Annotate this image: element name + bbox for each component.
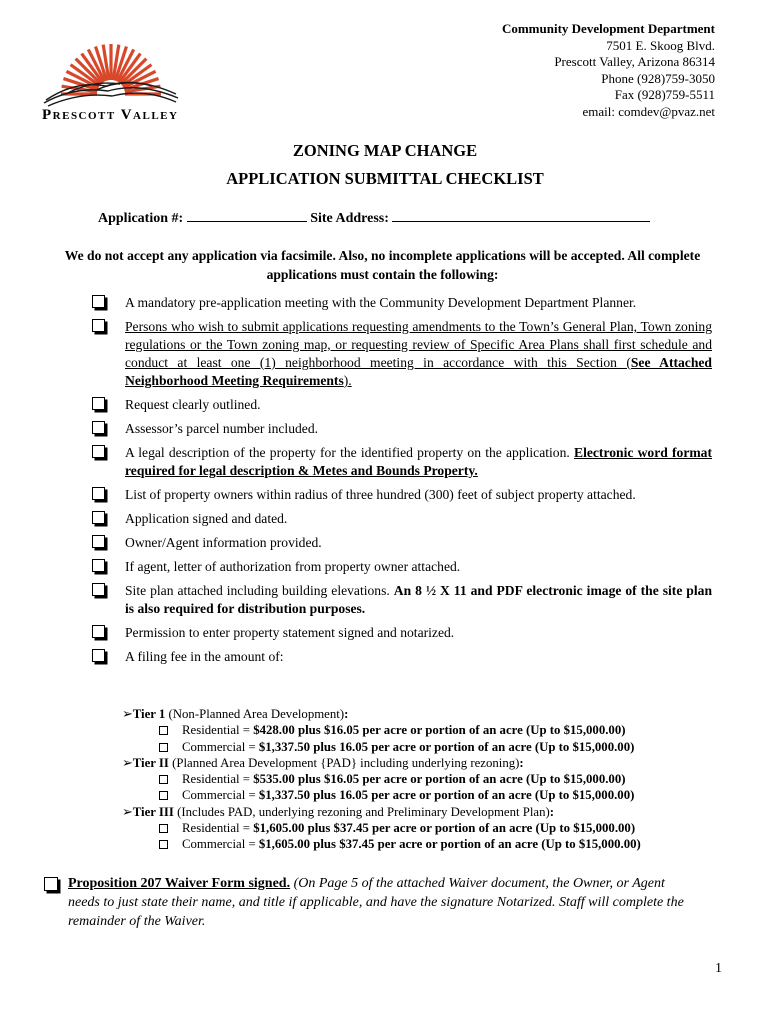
prescott-valley-logo — [36, 36, 186, 130]
checkbox[interactable] — [159, 743, 168, 752]
checklist-item-text — [125, 318, 712, 390]
checkbox[interactable] — [92, 295, 105, 308]
page-number: 1 — [715, 961, 722, 976]
fee-line-value: $1,337.50 plus 16.05 per acre or portion of an acre (Up to $15,000.00) — [258, 739, 635, 754]
fee-line-value: $428.00 plus $16.05 per acre or portion of an acre (Up to $15,000.00) — [253, 723, 626, 738]
checklist-item — [92, 582, 712, 618]
checklist-item-text: List of property owners within radius of three hundred (300) feet of subject property attached. — [125, 487, 636, 502]
checkbox[interactable] — [159, 840, 168, 849]
submission-notice: We do not accept any application via facsimile. Also, no incomplete applications will be accepted. All complete applications must contain the following: — [64, 248, 701, 282]
fee-line — [122, 739, 722, 755]
fee-line-value: $535.00 plus $16.05 per acre or portion of an acre (Up to $15,000.00) — [253, 772, 626, 787]
checkbox[interactable] — [92, 487, 105, 500]
fee-tier: ➢Tier II (Planned Area Development {PAD} including underlying rezoning): — [122, 755, 524, 770]
neighborhood-meeting-requirements-link: See Attached Neighborhood Meeting Requirements — [125, 355, 712, 388]
checklist-item — [92, 648, 712, 666]
fee-line-label: Commercial = — [182, 739, 259, 754]
checkbox[interactable] — [92, 625, 105, 638]
department-contact-block — [502, 21, 715, 120]
filing-fee-tiers — [122, 706, 722, 853]
fee-line-label: Residential = — [182, 821, 254, 836]
arrow-bullet-icon: ➢ — [122, 707, 133, 721]
checkbox[interactable] — [92, 559, 105, 572]
checklist-item-text: A mandatory pre-application meeting with the Community Development Department Planner. — [125, 295, 637, 310]
checklist-item — [92, 294, 712, 312]
legal-description-requirement: Electronic word format required for legal description & Metes and Bounds Property. — [125, 445, 712, 478]
checklist-item — [92, 318, 712, 390]
department-fax: Fax (928)759-5511 — [614, 87, 715, 102]
checkbox[interactable] — [92, 397, 105, 410]
proposition-207-text — [44, 874, 694, 931]
checklist-item — [92, 624, 712, 642]
fee-line — [122, 820, 722, 836]
fee-line-label: Residential = — [182, 772, 254, 787]
checklist-item-text: If agent, letter of authorization from property owner attached. — [125, 559, 461, 574]
checklist — [92, 294, 712, 672]
checklist-item — [92, 534, 712, 552]
checkbox[interactable] — [92, 649, 105, 662]
application-number-field[interactable] — [187, 209, 307, 222]
checkbox[interactable] — [159, 726, 168, 735]
site-address-label: Site Address: — [310, 211, 389, 226]
tier-name: Tier 1 — [132, 707, 166, 721]
site-plan-requirement: An 8 ½ X 11 and PDF electronic image of the site plan is also required for distribution purposes. — [125, 583, 713, 616]
neighborhood-meeting-text-end: ). — [343, 373, 352, 388]
application-header-line — [98, 209, 650, 227]
fee-line-label: Commercial = — [182, 788, 259, 803]
fee-line-label: Residential = — [182, 723, 254, 738]
checklist-item-text: Request clearly outlined. — [125, 397, 261, 412]
proposition-207-title: Proposition 207 Waiver Form signed. — [68, 876, 291, 891]
checklist-item — [92, 558, 712, 576]
checklist-item — [92, 396, 712, 414]
department-address-line2: Prescott Valley, Arizona 86314 — [554, 54, 715, 69]
fee-tier: ➢Tier 1 (Non-Planned Area Development): — [122, 707, 349, 721]
checklist-item — [92, 486, 712, 504]
fee-line — [122, 722, 722, 738]
checkbox[interactable] — [159, 824, 168, 833]
checklist-item — [92, 444, 712, 480]
site-plan-text: Site plan attached including building elevations. — [125, 583, 390, 598]
checkbox[interactable] — [92, 445, 105, 458]
document-subtitle: APPLICATION SUBMITTAL CHECKLIST — [226, 169, 544, 188]
checklist-item-text: Assessor’s parcel number included. — [125, 421, 319, 436]
checklist-item-text: Permission to enter property statement signed and notarized. — [125, 625, 455, 640]
checkbox[interactable] — [159, 791, 168, 800]
tier-description: (Includes PAD, underlying rezoning and Preliminary Development Plan) — [177, 804, 550, 819]
fee-tier: ➢Tier III (Includes PAD, underlying rezoning and Preliminary Development Plan): — [122, 804, 555, 819]
checklist-item-text: Owner/Agent information provided. — [125, 535, 322, 550]
department-name: Community Development Department — [501, 21, 715, 36]
checklist-item-text: Application signed and dated. — [125, 511, 288, 526]
department-address-line1: 7501 E. Skoog Blvd. — [606, 37, 715, 53]
tier-description: (Planned Area Development {PAD} including underlying rezoning) — [172, 755, 520, 770]
legal-description-text: A legal description of the property for the identified property on the application. — [125, 445, 570, 460]
neighborhood-meeting-text: Persons who wish to submit applications requesting amendments to the Town’s General Plan, Town zoning regulations or the Town zoning map, or requesting review of Specific Area Plans shall first schedule and conduct at least one (1) neighborhood meeting in accordance with this Section ( — [125, 319, 712, 370]
department-phone: Phone (928)759-3050 — [601, 70, 715, 86]
proposition-207-item — [44, 874, 694, 931]
arrow-bullet-icon: ➢ — [122, 755, 133, 770]
application-number-label: Application #: — [98, 211, 184, 226]
checkbox[interactable] — [92, 421, 105, 434]
fee-line-value: $1,337.50 plus 16.05 per acre or portion of an acre (Up to $15,000.00) — [258, 788, 635, 803]
tier-name: Tier III — [132, 804, 174, 819]
checkbox[interactable] — [92, 583, 105, 596]
checklist-item-text: A filing fee in the amount of: — [125, 649, 284, 664]
checkbox[interactable] — [92, 535, 105, 548]
checkbox[interactable] — [92, 511, 105, 524]
logo-wordmark: Prescott Valley — [42, 107, 179, 123]
fee-line — [122, 771, 722, 787]
sunrise-mountains-icon — [36, 36, 186, 108]
checklist-item-text — [125, 582, 712, 618]
document-title: ZONING MAP CHANGE — [292, 141, 478, 160]
fee-line-value: $1,605.00 plus $37.45 per acre or portion of an acre (Up to $15,000.00) — [258, 837, 641, 852]
checkbox[interactable] — [159, 775, 168, 784]
fee-line-label: Commercial = — [182, 837, 259, 852]
checkbox[interactable] — [44, 877, 58, 891]
arrow-bullet-icon: ➢ — [122, 804, 133, 819]
tier-name: Tier II — [132, 755, 169, 770]
tier-description: (Non-Planned Area Development) — [168, 707, 345, 721]
proposition-207-instructions: (On Page 5 of the attached Waiver document, the Owner, or Agent needs to just state their name, and title if applicable, and have the signature Notarized. Staff will complete the remainder of the Waiver. — [68, 876, 684, 929]
fee-line — [122, 787, 722, 803]
department-email: email: comdev@pvaz.net — [582, 103, 715, 119]
checklist-item-text — [125, 444, 712, 480]
fee-line-value: $1,605.00 plus $37.45 per acre or portion of an acre (Up to $15,000.00) — [253, 821, 636, 836]
checklist-item — [92, 510, 712, 528]
fee-line — [122, 836, 722, 852]
checklist-item — [92, 420, 712, 438]
checkbox[interactable] — [92, 319, 105, 332]
site-address-field[interactable] — [392, 209, 650, 222]
